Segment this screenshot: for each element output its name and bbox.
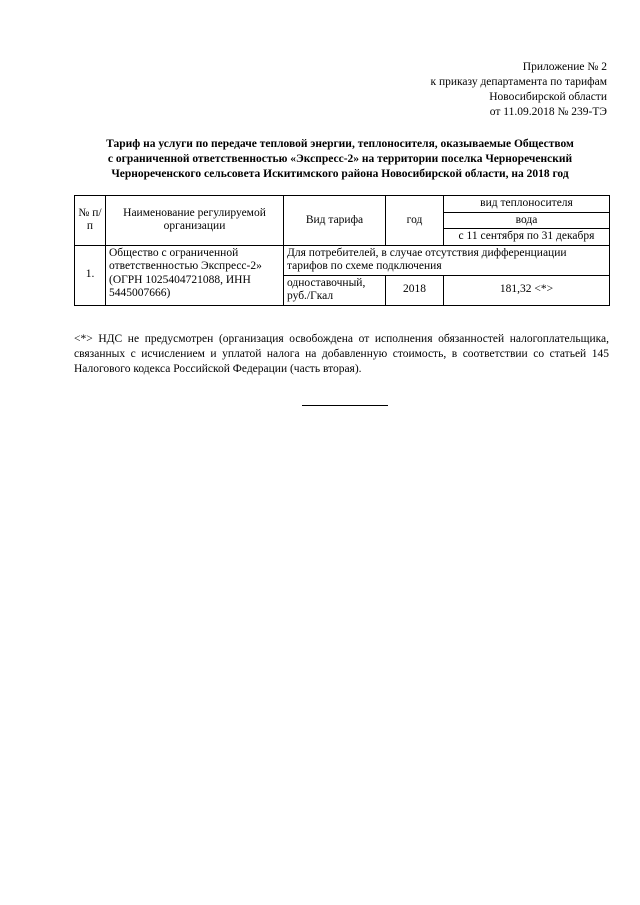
header-period: с 11 сентября по 31 декабря	[444, 229, 610, 246]
document-title	[70, 137, 610, 182]
row-value: 181,32 <*>	[444, 275, 610, 305]
table-row	[75, 245, 610, 275]
row-tariff-type: одноставочный, руб./Гкал	[284, 275, 386, 305]
table-header-row	[75, 196, 610, 213]
footnote: <*> НДС не предусмотрен (организация освобождена от исполнения обязанностей налогоплательщика, связанных с исчислением и уплатой налога на добавленную стоимость, в соответствии со статьей 145 Налогового кодекса Российской Федерации (часть вторая).	[74, 333, 609, 375]
appendix-line: от 11.09.2018 № 239-ТЭ	[489, 106, 607, 118]
appendix-line: Приложение № 2	[522, 61, 607, 73]
tariff-table	[74, 195, 610, 306]
row-year: 2018	[386, 275, 444, 305]
header-num: № п/п	[75, 196, 106, 246]
header-year: год	[386, 196, 444, 246]
appendix-header	[430, 60, 607, 120]
appendix-line: Новосибирской области	[489, 91, 607, 103]
header-org-name: Наименование регулируемой организации	[106, 196, 284, 246]
header-water: вода	[444, 212, 610, 229]
header-carrier-type: вид теплоносителя	[444, 196, 610, 213]
row-num: 1.	[75, 245, 106, 305]
end-divider	[302, 405, 388, 406]
title-line: с ограниченной ответственностью «Экспресс-2» на территории поселка Чернореченский	[107, 153, 573, 165]
title-line: Тариф на услуги по передаче тепловой энергии, теплоносителя, оказываемые Обществом	[106, 138, 574, 150]
header-tariff-type: Вид тарифа	[284, 196, 386, 246]
title-line: Чернореченского сельсовета Искитимского района Новосибирской области, на 2018 год	[111, 168, 569, 180]
row-consumers: Для потребителей, в случае отсутствия дифференциации тарифов по схеме подключения	[284, 245, 610, 275]
row-org: Общество с ограниченной ответственностью Экспресс-2» (ОГРН 1025404721088, ИНН 5445007666)	[106, 245, 284, 305]
appendix-line: к приказу департамента по тарифам	[430, 76, 607, 88]
